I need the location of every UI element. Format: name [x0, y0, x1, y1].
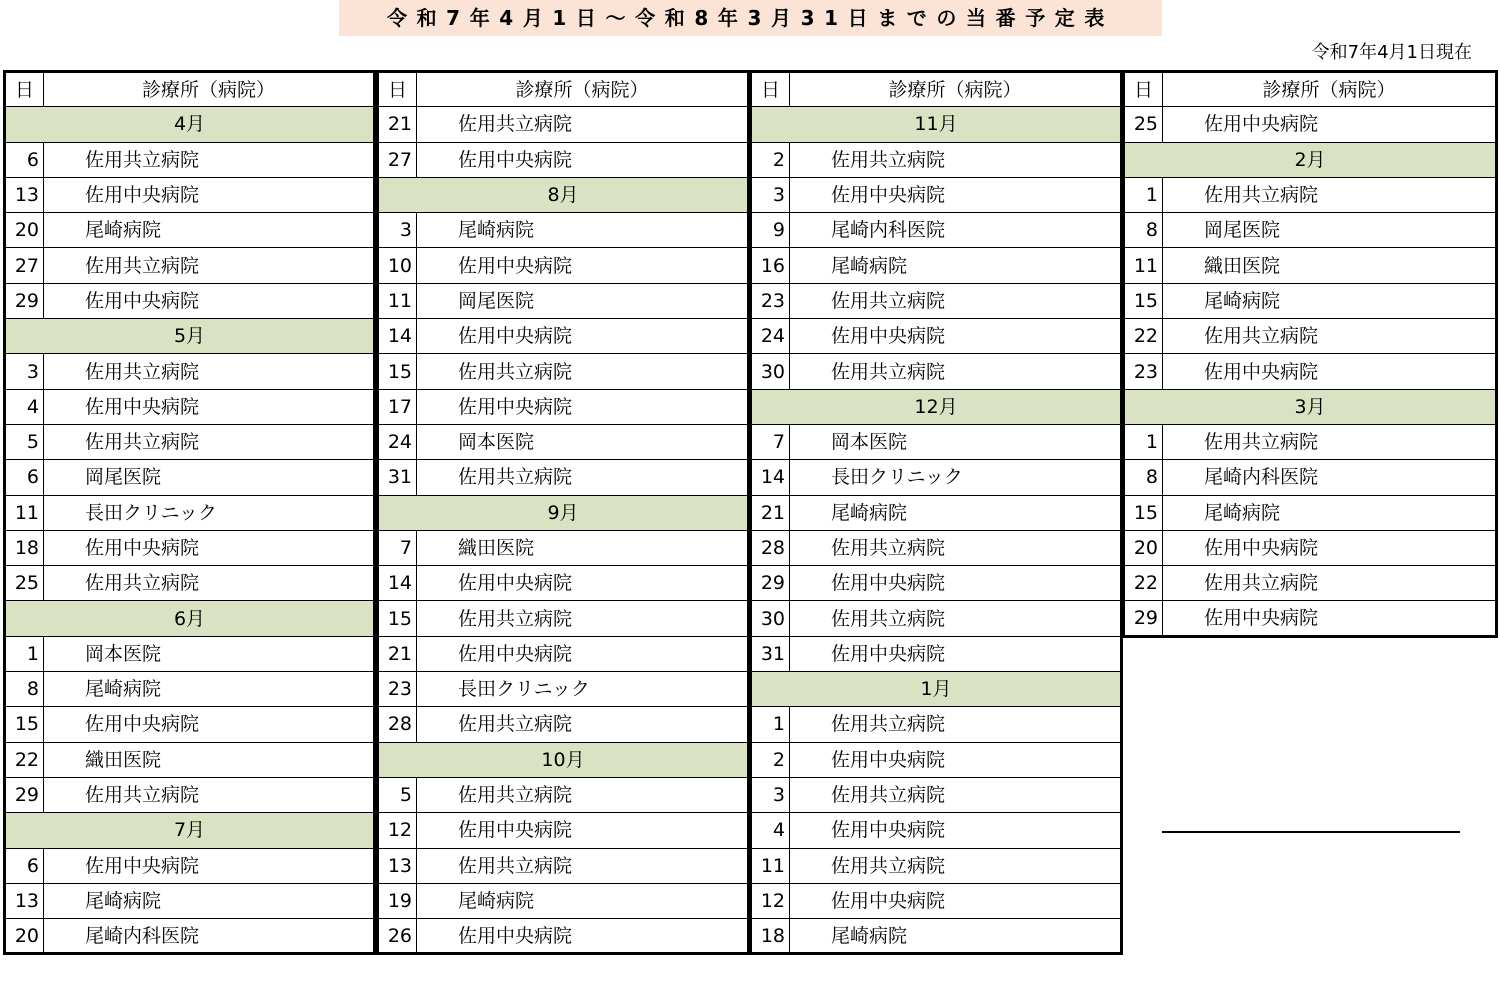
day-cell: 7: [378, 530, 417, 565]
clinic-cell: 佐用共立病院: [790, 601, 1122, 636]
day-cell: 15: [5, 707, 44, 742]
header-clinic: 診療所（病院）: [417, 72, 749, 107]
day-cell: 23: [1124, 354, 1163, 389]
clinic-cell: 佐用共立病院: [44, 424, 375, 459]
day-cell: 4: [751, 813, 790, 848]
table-row: [1124, 530, 1497, 565]
day-cell: 3: [5, 354, 44, 389]
table-row: [1124, 460, 1497, 495]
day-cell: 27: [378, 142, 417, 177]
clinic-cell: 佐用中央病院: [1163, 530, 1497, 565]
month-row: [378, 495, 749, 530]
day-cell: 4: [5, 389, 44, 424]
day-cell: 8: [5, 672, 44, 707]
clinic-cell: 佐用共立病院: [1163, 177, 1497, 212]
table-row: [1124, 495, 1497, 530]
month-label: 7月: [5, 813, 375, 848]
clinic-cell: 織田医院: [417, 530, 749, 565]
clinic-cell: 佐用共立病院: [44, 354, 375, 389]
clinic-cell: 長田クリニック: [790, 460, 1122, 495]
day-cell: 21: [751, 495, 790, 530]
day-cell: 6: [5, 848, 44, 883]
month-row: [5, 601, 375, 636]
table-row: [378, 248, 749, 283]
day-cell: 13: [378, 848, 417, 883]
table-row: [1124, 601, 1497, 636]
clinic-cell: 佐用中央病院: [790, 566, 1122, 601]
table-row: [378, 777, 749, 812]
table-row: [751, 495, 1122, 530]
clinic-cell: 佐用中央病院: [417, 389, 749, 424]
day-cell: 5: [5, 424, 44, 459]
day-cell: 12: [751, 883, 790, 918]
month-label: 1月: [751, 672, 1122, 707]
table-row: [751, 742, 1122, 777]
clinic-cell: 織田医院: [44, 742, 375, 777]
day-cell: 29: [5, 777, 44, 812]
day-cell: 1: [1124, 177, 1163, 212]
table-row: [378, 530, 749, 565]
clinic-cell: 佐用共立病院: [44, 777, 375, 812]
clinic-cell: 尾崎病院: [790, 248, 1122, 283]
day-cell: 13: [5, 177, 44, 212]
table-row: [751, 777, 1122, 812]
header-row: [751, 72, 1122, 107]
table-row: [5, 848, 375, 883]
header-row: [5, 72, 375, 107]
table-row: [5, 742, 375, 777]
day-cell: 23: [378, 672, 417, 707]
clinic-cell: 尾崎病院: [44, 883, 375, 918]
month-label: 9月: [378, 495, 749, 530]
clinic-cell: 尾崎内科医院: [44, 919, 375, 954]
month-row: [378, 177, 749, 212]
table-row: [751, 354, 1122, 389]
table-row: [378, 566, 749, 601]
day-cell: 30: [751, 601, 790, 636]
clinic-cell: 佐用共立病院: [790, 530, 1122, 565]
as-of-date: 令和7年4月1日現在: [1311, 42, 1472, 63]
month-row: [5, 319, 375, 354]
day-cell: 15: [378, 354, 417, 389]
day-cell: 9: [751, 213, 790, 248]
day-cell: 19: [378, 883, 417, 918]
table-row: [1124, 177, 1497, 212]
clinic-cell: 尾崎病院: [44, 213, 375, 248]
table-row: [5, 672, 375, 707]
clinic-cell: 岡本医院: [44, 636, 375, 671]
day-cell: 3: [751, 777, 790, 812]
clinic-cell: 佐用中央病院: [1163, 354, 1497, 389]
clinic-cell: 佐用共立病院: [44, 248, 375, 283]
day-cell: 1: [5, 636, 44, 671]
clinic-cell: 佐用共立病院: [790, 142, 1122, 177]
day-cell: 20: [5, 919, 44, 954]
day-cell: 10: [378, 248, 417, 283]
clinic-cell: 佐用中央病院: [790, 742, 1122, 777]
day-cell: 18: [5, 530, 44, 565]
clinic-cell: 佐用中央病院: [44, 177, 375, 212]
day-cell: 26: [378, 919, 417, 954]
clinic-cell: 佐用中央病院: [44, 389, 375, 424]
clinic-cell: 尾崎病院: [417, 883, 749, 918]
clinic-cell: 佐用共立病院: [417, 601, 749, 636]
clinic-cell: 長田クリニック: [417, 672, 749, 707]
table-row: [5, 883, 375, 918]
table-row: [1124, 566, 1497, 601]
day-cell: 8: [1124, 460, 1163, 495]
schedule-table-4: [1122, 70, 1498, 638]
day-cell: 3: [751, 177, 790, 212]
day-cell: 29: [5, 283, 44, 318]
clinic-cell: 佐用中央病院: [1163, 601, 1497, 636]
header-clinic: 診療所（病院）: [790, 72, 1122, 107]
table-row: [751, 601, 1122, 636]
day-cell: 30: [751, 354, 790, 389]
clinic-cell: 佐用共立病院: [790, 283, 1122, 318]
day-cell: 25: [5, 566, 44, 601]
table-row: [5, 424, 375, 459]
day-cell: 1: [751, 707, 790, 742]
clinic-cell: 佐用中央病院: [790, 883, 1122, 918]
header-clinic: 診療所（病院）: [44, 72, 375, 107]
day-cell: 11: [751, 848, 790, 883]
table-row: [751, 460, 1122, 495]
clinic-cell: 尾崎病院: [1163, 283, 1497, 318]
day-cell: 3: [378, 213, 417, 248]
table-row: [751, 530, 1122, 565]
month-row: [751, 107, 1122, 142]
clinic-cell: 岡尾医院: [1163, 213, 1497, 248]
table-row: [378, 848, 749, 883]
table-row: [378, 883, 749, 918]
day-cell: 15: [378, 601, 417, 636]
header-day: 日: [1124, 72, 1163, 107]
month-row: [751, 389, 1122, 424]
table-row: [1124, 354, 1497, 389]
day-cell: 21: [378, 107, 417, 142]
table-row: [751, 919, 1122, 954]
clinic-cell: 佐用中央病院: [417, 636, 749, 671]
clinic-cell: 佐用共立病院: [44, 566, 375, 601]
table-row: [751, 707, 1122, 742]
month-row: [378, 742, 749, 777]
table-row: [751, 142, 1122, 177]
header-day: 日: [751, 72, 790, 107]
day-cell: 24: [751, 319, 790, 354]
month-label: 5月: [5, 319, 375, 354]
table-row: [5, 213, 375, 248]
month-label: 11月: [751, 107, 1122, 142]
day-cell: 14: [751, 460, 790, 495]
table-row: [1124, 319, 1497, 354]
day-cell: 13: [5, 883, 44, 918]
header-row: [378, 72, 749, 107]
clinic-cell: 長田クリニック: [44, 495, 375, 530]
clinic-cell: 佐用中央病院: [790, 813, 1122, 848]
clinic-cell: 佐用共立病院: [417, 777, 749, 812]
clinic-cell: 佐用中央病院: [790, 636, 1122, 671]
clinic-cell: 佐用共立病院: [417, 848, 749, 883]
month-row: [1124, 389, 1497, 424]
clinic-cell: 尾崎病院: [790, 495, 1122, 530]
day-cell: 24: [378, 424, 417, 459]
clinic-cell: 佐用中央病院: [44, 707, 375, 742]
clinic-cell: 佐用共立病院: [1163, 424, 1497, 459]
day-cell: 15: [1124, 495, 1163, 530]
month-label: 3月: [1124, 389, 1497, 424]
table-row: [378, 919, 749, 954]
table-row: [751, 424, 1122, 459]
header-day: 日: [378, 72, 417, 107]
table-row: [751, 177, 1122, 212]
clinic-cell: 佐用共立病院: [790, 707, 1122, 742]
table-row: [751, 283, 1122, 318]
clinic-cell: 佐用共立病院: [417, 107, 749, 142]
table-row: [751, 883, 1122, 918]
clinic-cell: 佐用共立病院: [790, 848, 1122, 883]
day-cell: 11: [378, 283, 417, 318]
day-cell: 31: [378, 460, 417, 495]
table-row: [1124, 424, 1497, 459]
table-row: [378, 601, 749, 636]
clinic-cell: 佐用中央病院: [417, 919, 749, 954]
clinic-cell: 岡尾医院: [417, 283, 749, 318]
table-row: [1124, 248, 1497, 283]
header-clinic: 診療所（病院）: [1163, 72, 1497, 107]
clinic-cell: 佐用中央病院: [44, 283, 375, 318]
table-row: [5, 919, 375, 954]
table-row: [378, 107, 749, 142]
table-row: [378, 707, 749, 742]
day-cell: 16: [751, 248, 790, 283]
table-row: [5, 495, 375, 530]
clinic-cell: 佐用中央病院: [417, 566, 749, 601]
clinic-cell: 佐用共立病院: [44, 142, 375, 177]
table-row: [751, 566, 1122, 601]
day-cell: 6: [5, 460, 44, 495]
clinic-cell: 佐用中央病院: [417, 813, 749, 848]
day-cell: 2: [751, 742, 790, 777]
day-cell: 23: [751, 283, 790, 318]
table-row: [5, 460, 375, 495]
table-row: [751, 813, 1122, 848]
table-row: [5, 142, 375, 177]
table-row: [5, 636, 375, 671]
table-row: [751, 319, 1122, 354]
clinic-cell: 尾崎病院: [790, 919, 1122, 954]
table-row: [5, 354, 375, 389]
clinic-cell: 織田医院: [1163, 248, 1497, 283]
day-cell: 29: [1124, 601, 1163, 636]
month-label: 6月: [5, 601, 375, 636]
clinic-cell: 佐用中央病院: [44, 848, 375, 883]
table-row: [378, 283, 749, 318]
table-row: [378, 424, 749, 459]
day-cell: 7: [751, 424, 790, 459]
day-cell: 28: [751, 530, 790, 565]
clinic-cell: 佐用中央病院: [417, 142, 749, 177]
day-cell: 20: [1124, 530, 1163, 565]
day-cell: 22: [1124, 566, 1163, 601]
table-row: [5, 389, 375, 424]
clinic-cell: 佐用中央病院: [790, 177, 1122, 212]
table-row: [5, 777, 375, 812]
table-row: [5, 530, 375, 565]
day-cell: 8: [1124, 213, 1163, 248]
table-row: [1124, 107, 1497, 142]
header-row: [1124, 72, 1497, 107]
schedule-table-3: [749, 70, 1123, 955]
table-row: [1124, 213, 1497, 248]
day-cell: 22: [1124, 319, 1163, 354]
day-cell: 18: [751, 919, 790, 954]
table-row: [5, 248, 375, 283]
header-day: 日: [5, 72, 44, 107]
table-row: [378, 319, 749, 354]
day-cell: 14: [378, 319, 417, 354]
clinic-cell: 佐用中央病院: [790, 319, 1122, 354]
clinic-cell: 佐用共立病院: [1163, 319, 1497, 354]
month-label: 10月: [378, 742, 749, 777]
month-row: [751, 672, 1122, 707]
day-cell: 11: [5, 495, 44, 530]
schedule-table-1: [3, 70, 376, 955]
clinic-cell: 尾崎病院: [417, 213, 749, 248]
month-row: [5, 107, 375, 142]
day-cell: 14: [378, 566, 417, 601]
clinic-cell: 岡尾医院: [44, 460, 375, 495]
day-cell: 15: [1124, 283, 1163, 318]
clinic-cell: 佐用共立病院: [417, 460, 749, 495]
day-cell: 1: [1124, 424, 1163, 459]
clinic-cell: 尾崎病院: [44, 672, 375, 707]
page-title: 令和7年4月1日〜令和8年3月31日までの当番予定表: [339, 0, 1162, 36]
table-row: [378, 213, 749, 248]
month-label: 2月: [1124, 142, 1497, 177]
table-row: [378, 354, 749, 389]
clinic-cell: 佐用共立病院: [1163, 566, 1497, 601]
table-row: [378, 389, 749, 424]
table-row: [378, 142, 749, 177]
day-cell: 28: [378, 707, 417, 742]
table-row: [1124, 283, 1497, 318]
table-row: [751, 248, 1122, 283]
clinic-cell: 佐用共立病院: [417, 707, 749, 742]
table-row: [751, 636, 1122, 671]
clinic-cell: 佐用中央病院: [417, 319, 749, 354]
clinic-cell: 岡本医院: [417, 424, 749, 459]
clinic-cell: 尾崎病院: [1163, 495, 1497, 530]
clinic-cell: 佐用中央病院: [44, 530, 375, 565]
table-row: [378, 460, 749, 495]
table-row: [751, 213, 1122, 248]
month-label: 8月: [378, 177, 749, 212]
day-cell: 21: [378, 636, 417, 671]
clinic-cell: 尾崎内科医院: [790, 213, 1122, 248]
day-cell: 22: [5, 742, 44, 777]
table-row: [5, 177, 375, 212]
clinic-cell: 佐用中央病院: [1163, 107, 1497, 142]
day-cell: 11: [1124, 248, 1163, 283]
month-row: [5, 813, 375, 848]
day-cell: 31: [751, 636, 790, 671]
table-row: [5, 707, 375, 742]
table-row: [378, 672, 749, 707]
day-cell: 17: [378, 389, 417, 424]
day-cell: 2: [751, 142, 790, 177]
clinic-cell: 岡本医院: [790, 424, 1122, 459]
schedule-table-2: [376, 70, 750, 955]
month-label: 4月: [5, 107, 375, 142]
table-row: [378, 813, 749, 848]
month-label: 12月: [751, 389, 1122, 424]
table-row: [751, 848, 1122, 883]
clinic-cell: 佐用共立病院: [790, 777, 1122, 812]
day-cell: 20: [5, 213, 44, 248]
day-cell: 6: [5, 142, 44, 177]
clinic-cell: 佐用共立病院: [790, 354, 1122, 389]
day-cell: 27: [5, 248, 44, 283]
table-row: [5, 566, 375, 601]
month-row: [1124, 142, 1497, 177]
signature-line: [1162, 831, 1460, 833]
clinic-cell: 佐用中央病院: [417, 248, 749, 283]
day-cell: 5: [378, 777, 417, 812]
clinic-cell: 尾崎内科医院: [1163, 460, 1497, 495]
day-cell: 12: [378, 813, 417, 848]
day-cell: 29: [751, 566, 790, 601]
clinic-cell: 佐用共立病院: [417, 354, 749, 389]
table-row: [5, 283, 375, 318]
day-cell: 25: [1124, 107, 1163, 142]
table-row: [378, 636, 749, 671]
